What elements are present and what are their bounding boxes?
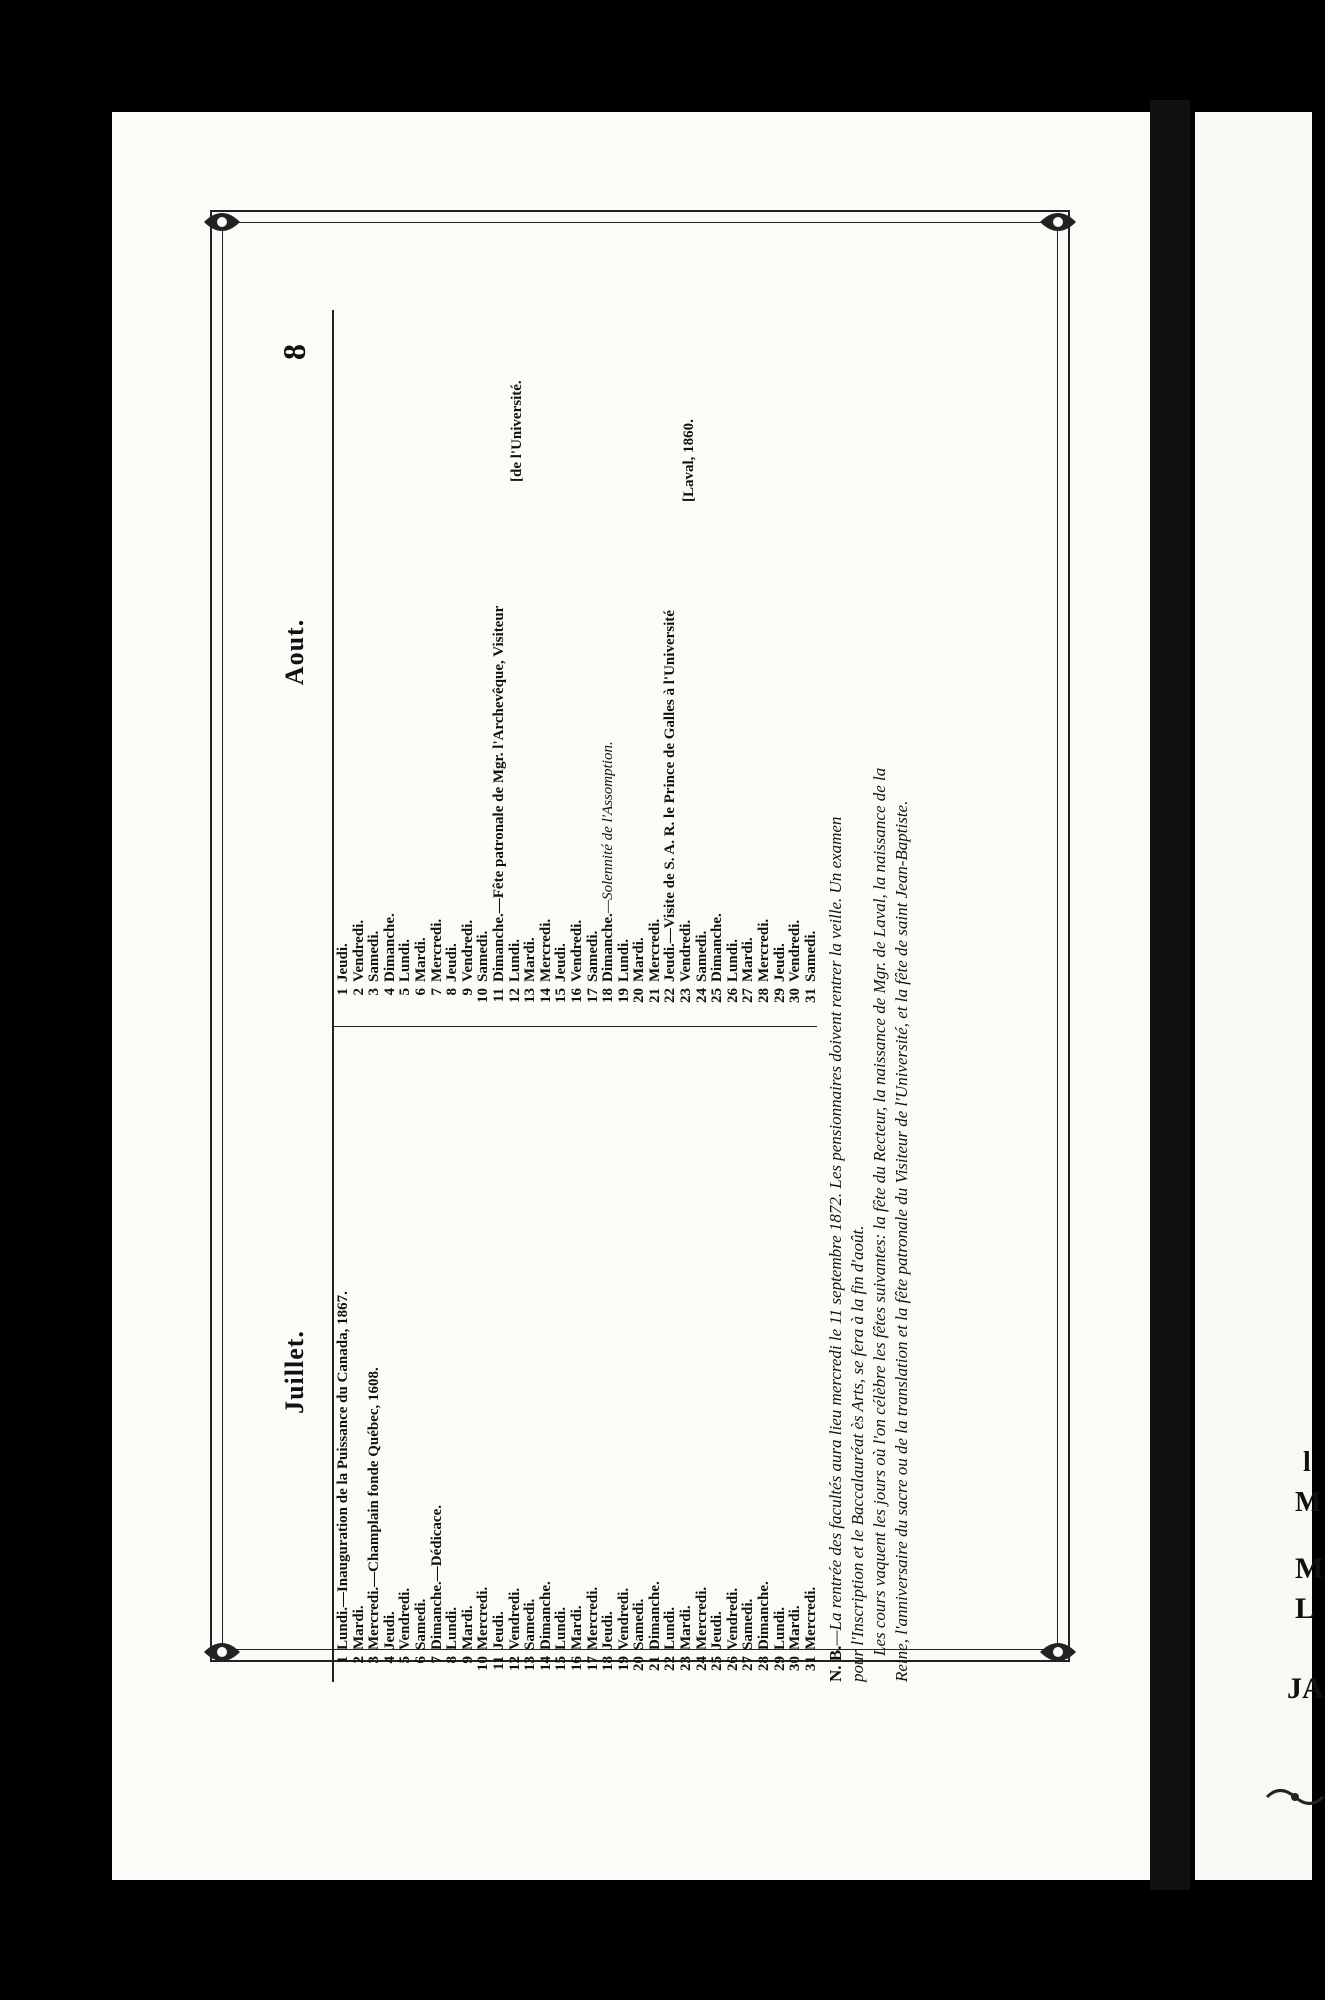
day-name: Vendredi. bbox=[350, 919, 367, 982]
day-number: 12 bbox=[506, 988, 523, 1003]
day-name: Samedi. bbox=[366, 930, 383, 982]
day-number: 26 bbox=[724, 988, 741, 1003]
day-number: 8 bbox=[444, 988, 461, 996]
juillet-day-row bbox=[336, 1032, 352, 1682]
day-name: Dimanche. bbox=[709, 913, 726, 982]
header-rule bbox=[332, 310, 334, 1682]
day-number: 4 bbox=[381, 988, 398, 996]
day-number: 5 bbox=[397, 988, 414, 996]
aout-day-row bbox=[554, 314, 570, 1014]
aout-day-row bbox=[617, 314, 633, 1014]
day-name: Samedi. bbox=[693, 930, 710, 982]
juillet-day-row bbox=[788, 1032, 804, 1682]
day-number: 22 bbox=[662, 1656, 679, 1671]
day-name: Lundi. bbox=[506, 939, 523, 982]
juillet-day-row bbox=[726, 1032, 742, 1682]
juillet-day-row bbox=[476, 1032, 492, 1682]
day-number: 16 bbox=[568, 1656, 585, 1671]
day-name: Jeudi. bbox=[335, 943, 351, 982]
day-name: Mercredi. bbox=[802, 1586, 819, 1650]
aout-day-row bbox=[414, 314, 430, 1014]
juillet-day-row bbox=[695, 1032, 711, 1682]
juillet-day-row bbox=[648, 1032, 664, 1682]
day-name: Mardi. bbox=[459, 1605, 476, 1650]
day-note: —Visite de S. A. R. le Prince de Galles à l'Université bbox=[662, 610, 679, 944]
day-name: Samedi. bbox=[802, 930, 819, 982]
day-number: 25 bbox=[709, 1656, 726, 1671]
corner-ornament-icon bbox=[200, 200, 244, 244]
day-name: Samedi. bbox=[584, 930, 601, 982]
juillet-day-row bbox=[757, 1032, 773, 1682]
month-title-juillet: Juillet. bbox=[280, 1330, 309, 1414]
aout-day-row bbox=[648, 314, 664, 1014]
corner-ornament-icon bbox=[1036, 200, 1080, 244]
day-number: 2 bbox=[350, 1656, 367, 1664]
day-number: 10 bbox=[475, 1656, 492, 1671]
day-number: 31 bbox=[802, 1656, 819, 1671]
aout-day-row bbox=[710, 314, 726, 1014]
aout-day-row bbox=[539, 314, 555, 1014]
juillet-day-row bbox=[663, 1032, 679, 1682]
juillet-day-row bbox=[804, 1032, 820, 1682]
juillet-day-row bbox=[679, 1032, 695, 1682]
day-name: Samedi. bbox=[475, 930, 492, 982]
day-number: 10 bbox=[475, 988, 492, 1003]
day-number: 23 bbox=[678, 1656, 695, 1671]
aout-day-row bbox=[773, 314, 789, 1014]
day-name: Mercredi. bbox=[756, 918, 773, 982]
day-name: Vendredi. bbox=[615, 1587, 632, 1650]
day-number: 30 bbox=[787, 988, 804, 1003]
day-name: Mardi. bbox=[787, 1605, 804, 1650]
day-name: Jeudi. bbox=[490, 1611, 507, 1650]
day-note: —Dédicace. bbox=[428, 1505, 445, 1582]
juillet-day-row bbox=[710, 1032, 726, 1682]
column-divider bbox=[332, 1026, 817, 1027]
aout-day-row bbox=[352, 314, 368, 1014]
day-name: Dimanche. bbox=[490, 913, 507, 982]
day-number: 17 bbox=[584, 1656, 601, 1671]
aout-continuation-22: [Laval, 1860. bbox=[681, 419, 697, 502]
aout-day-row bbox=[757, 314, 773, 1014]
adjacent-page-fragment: JA bbox=[1287, 1672, 1324, 1705]
day-number: 4 bbox=[381, 1656, 398, 1664]
juillet-day-row bbox=[430, 1032, 446, 1682]
aout-day-row bbox=[788, 314, 804, 1014]
day-name: Mardi. bbox=[678, 1605, 695, 1650]
day-number: 26 bbox=[724, 1656, 741, 1671]
day-number: 14 bbox=[537, 988, 554, 1003]
note-line-1: N. B.—La rentrée des facultés aura lieu mercredi le 11 septembre 1872. Les pensionnaires doivent rentrer la veille. Un examen bbox=[826, 816, 845, 1682]
day-name: Lundi. bbox=[335, 1607, 351, 1650]
aout-day-row bbox=[367, 314, 383, 1014]
day-number: 29 bbox=[771, 988, 788, 1003]
day-number: 9 bbox=[459, 1656, 476, 1664]
day-name: Lundi. bbox=[771, 1607, 788, 1650]
juillet-day-row bbox=[539, 1032, 555, 1682]
day-number: 1 bbox=[335, 988, 351, 996]
day-name: Mercredi. bbox=[475, 1586, 492, 1650]
day-number: 20 bbox=[631, 1656, 648, 1671]
corner-ornament-icon bbox=[200, 1630, 244, 1674]
day-number: 17 bbox=[584, 988, 601, 1003]
day-name: Vendredi. bbox=[459, 919, 476, 982]
day-name: Mardi. bbox=[522, 937, 539, 982]
day-name: Mercredi. bbox=[537, 918, 554, 982]
day-name: Vendredi. bbox=[397, 1587, 414, 1650]
day-number: 5 bbox=[397, 1656, 414, 1664]
day-name: Vendredi. bbox=[506, 1587, 523, 1650]
aout-day-row bbox=[601, 314, 617, 1014]
day-name: Jeudi. bbox=[600, 1611, 617, 1650]
day-name: Vendredi. bbox=[724, 1587, 741, 1650]
juillet-day-row bbox=[352, 1032, 368, 1682]
adjacent-page-edge bbox=[1195, 112, 1324, 1880]
day-name: Mardi. bbox=[412, 937, 429, 982]
day-name: Mercredi. bbox=[584, 1586, 601, 1650]
day-name: Lundi. bbox=[724, 939, 741, 982]
day-number: 12 bbox=[506, 1656, 523, 1671]
day-number: 27 bbox=[740, 1656, 757, 1671]
day-number: 13 bbox=[522, 1656, 539, 1671]
adjacent-page-fragment: M bbox=[1295, 1552, 1324, 1585]
day-name: Samedi. bbox=[631, 1598, 648, 1650]
day-name: Jeudi. bbox=[771, 943, 788, 982]
page-number: 8 bbox=[276, 344, 312, 360]
day-number: 3 bbox=[366, 988, 383, 996]
day-name: Lundi. bbox=[662, 1607, 679, 1650]
note-label: N. B. bbox=[826, 1645, 845, 1682]
aout-day-row bbox=[336, 314, 352, 1014]
day-name: Lundi. bbox=[397, 939, 414, 982]
day-name: Mercredi. bbox=[366, 1586, 383, 1650]
juillet-day-list bbox=[336, 1032, 819, 1682]
day-name: Jeudi. bbox=[662, 943, 679, 982]
aout-day-row bbox=[383, 314, 399, 1014]
juillet-day-row bbox=[601, 1032, 617, 1682]
day-name: Samedi. bbox=[740, 1598, 757, 1650]
juillet-day-row bbox=[632, 1032, 648, 1682]
adjacent-page-fragment: M bbox=[1295, 1487, 1322, 1518]
aout-day-row bbox=[586, 314, 602, 1014]
nota-bene bbox=[825, 310, 913, 1682]
day-number: 14 bbox=[537, 1656, 554, 1671]
aout-day-row bbox=[461, 314, 477, 1014]
day-number: 31 bbox=[802, 988, 819, 1003]
aout-day-row bbox=[804, 314, 820, 1014]
day-name: Mardi. bbox=[350, 1605, 367, 1650]
day-number: 20 bbox=[631, 988, 648, 1003]
day-name: Jeudi. bbox=[381, 1611, 398, 1650]
day-number: 28 bbox=[756, 988, 773, 1003]
juillet-day-row bbox=[461, 1032, 477, 1682]
day-number: 6 bbox=[412, 988, 429, 996]
day-number: 24 bbox=[693, 988, 710, 1003]
day-number: 3 bbox=[366, 1656, 383, 1664]
juillet-day-row bbox=[398, 1032, 414, 1682]
juillet-day-row bbox=[523, 1032, 539, 1682]
day-name: Mardi. bbox=[740, 937, 757, 982]
juillet-day-row bbox=[383, 1032, 399, 1682]
day-number: 11 bbox=[490, 1656, 507, 1671]
day-number: 15 bbox=[553, 988, 570, 1003]
calendar-content bbox=[270, 310, 1050, 1682]
day-number: 11 bbox=[490, 988, 507, 1003]
day-number: 30 bbox=[787, 1656, 804, 1671]
juillet-day-row bbox=[414, 1032, 430, 1682]
day-number: 2 bbox=[350, 988, 367, 996]
aout-day-row bbox=[492, 314, 508, 1014]
day-number: 24 bbox=[693, 1656, 710, 1671]
juillet-day-row bbox=[367, 1032, 383, 1682]
aout-day-row bbox=[445, 314, 461, 1014]
day-note: —Champlain fonde Québec, 1608. bbox=[366, 1367, 383, 1587]
day-name: Dimanche. bbox=[756, 1581, 773, 1650]
juillet-day-row bbox=[617, 1032, 633, 1682]
aout-day-row bbox=[632, 314, 648, 1014]
day-name: Dimanche. bbox=[537, 1581, 554, 1650]
day-name: Lundi. bbox=[553, 1607, 570, 1650]
note-line-2: pour l'Inscription et le Baccalauréat ès Arts, se fera à la fin d'août. bbox=[848, 1225, 867, 1682]
juillet-day-row bbox=[508, 1032, 524, 1682]
day-name: Dimanche. bbox=[646, 1581, 663, 1650]
note-line-4: Reine, l'anniversaire du sacre ou de la translation et la fête patronale du Visiteur de l'Université, et la fête de saint Jean-Baptiste. bbox=[892, 800, 911, 1682]
juillet-day-row bbox=[492, 1032, 508, 1682]
page-gutter bbox=[1150, 100, 1190, 1890]
day-name: Dimanche. bbox=[428, 1581, 445, 1650]
day-number: 22 bbox=[662, 988, 679, 1003]
day-number: 21 bbox=[646, 1656, 663, 1671]
day-number: 13 bbox=[522, 988, 539, 1003]
day-number: 29 bbox=[771, 1656, 788, 1671]
day-name: Samedi. bbox=[522, 1598, 539, 1650]
day-number: 19 bbox=[615, 988, 632, 1003]
day-name: Samedi. bbox=[412, 1598, 429, 1650]
juillet-day-row bbox=[554, 1032, 570, 1682]
day-number: 25 bbox=[709, 988, 726, 1003]
aout-continuation-11: [de l'Université. bbox=[509, 380, 525, 482]
day-note: —Solennité de l'Assomption. bbox=[600, 741, 617, 914]
aout-day-row bbox=[663, 314, 679, 1014]
juillet-day-row bbox=[586, 1032, 602, 1682]
day-name: Lundi. bbox=[444, 1607, 461, 1650]
month-title-aout: Aout. bbox=[280, 618, 309, 686]
aout-day-row bbox=[726, 314, 742, 1014]
aout-day-list bbox=[336, 314, 819, 1014]
day-number: 6 bbox=[412, 1656, 429, 1664]
juillet-day-row bbox=[741, 1032, 757, 1682]
day-name: Jeudi. bbox=[444, 943, 461, 982]
day-number: 18 bbox=[600, 988, 617, 1003]
day-number: 19 bbox=[615, 1656, 632, 1671]
aout-day-row bbox=[741, 314, 757, 1014]
day-number: 21 bbox=[646, 988, 663, 1003]
note-line-3: Les cours vaquent les jours où l'on célèbre les fêtes suivantes: la fête du Recteur, la naissance de Mgr. de Laval, la naissance de la bbox=[870, 767, 889, 1656]
aout-day-row bbox=[476, 314, 492, 1014]
day-name: Mercredi. bbox=[428, 918, 445, 982]
day-name: Vendredi. bbox=[678, 919, 695, 982]
day-number: 16 bbox=[568, 988, 585, 1003]
day-number: 8 bbox=[444, 1656, 461, 1664]
aout-day-row bbox=[398, 314, 414, 1014]
day-number: 7 bbox=[428, 1656, 445, 1664]
day-number: 23 bbox=[678, 988, 695, 1003]
adjacent-page-fragment: L bbox=[1295, 1592, 1316, 1625]
aout-day-row bbox=[430, 314, 446, 1014]
day-name: Jeudi. bbox=[709, 1611, 726, 1650]
day-number: 7 bbox=[428, 988, 445, 996]
juillet-day-row bbox=[445, 1032, 461, 1682]
day-number: 9 bbox=[459, 988, 476, 996]
day-number: 18 bbox=[600, 1656, 617, 1671]
day-name: Mardi. bbox=[631, 937, 648, 982]
day-name: Vendredi. bbox=[787, 919, 804, 982]
day-name: Mercredi. bbox=[693, 1586, 710, 1650]
day-name: Lundi. bbox=[615, 939, 632, 982]
day-name: Mercredi. bbox=[646, 918, 663, 982]
day-number: 27 bbox=[740, 988, 757, 1003]
day-number: 28 bbox=[756, 1656, 773, 1671]
juillet-day-row bbox=[773, 1032, 789, 1682]
day-name: Jeudi. bbox=[553, 943, 570, 982]
day-name: Mardi. bbox=[568, 1605, 585, 1650]
day-number: 15 bbox=[553, 1656, 570, 1671]
day-name: Dimanche. bbox=[381, 913, 398, 982]
day-name: Vendredi. bbox=[568, 919, 585, 982]
day-note: —Inauguration de la Puissance du Canada, 1867. bbox=[335, 1291, 351, 1608]
day-name: Dimanche. bbox=[600, 913, 617, 982]
adjacent-page-fragment: l bbox=[1303, 1447, 1311, 1478]
aout-day-row bbox=[570, 314, 586, 1014]
day-number: 1 bbox=[335, 1656, 351, 1664]
ornament-icon bbox=[1265, 1784, 1325, 1810]
day-note: —Fête patronale de Mgr. l'Archevêque, Visiteur bbox=[490, 605, 507, 914]
juillet-day-row bbox=[570, 1032, 586, 1682]
